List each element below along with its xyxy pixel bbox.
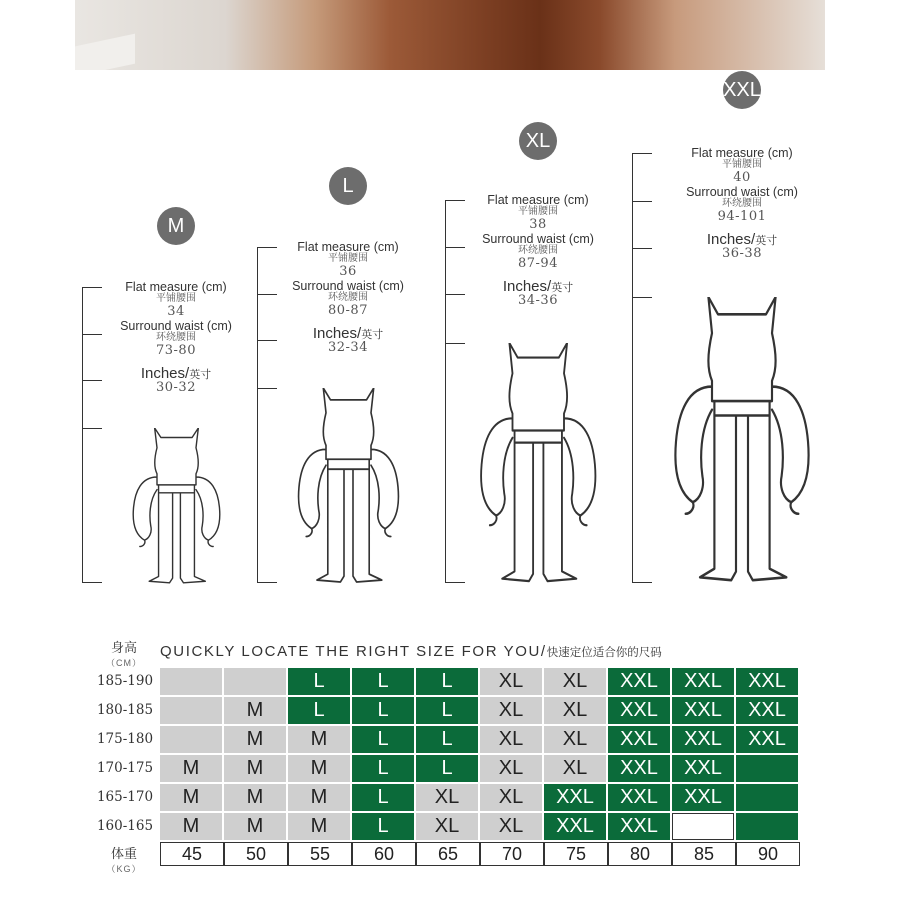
surround-waist-label: Surround waist (cm) [686, 185, 798, 200]
size-labels-l [268, 239, 428, 355]
body-silhouette-xxl [652, 297, 832, 586]
size-cell: M [224, 813, 286, 840]
scale-line-xl [445, 200, 446, 582]
flat-measure-cn: 平铺腰围 [328, 253, 368, 265]
size-cell: XXL [608, 726, 670, 753]
flat-measure-cn: 平铺腰围 [156, 293, 196, 305]
size-cell: L [416, 726, 478, 753]
size-badge-xl: XL [519, 122, 557, 160]
inches-label-cn: 英寸 [551, 281, 574, 294]
body-silhouette-xl [461, 343, 616, 586]
size-cell: M [224, 784, 286, 811]
weight-header: 体重 （KG） [106, 846, 142, 874]
flat-measure-label: Flat measure (cm) [487, 193, 589, 207]
size-badge-xxl: XXL [723, 71, 761, 109]
scale-tick [257, 582, 277, 583]
size-cell: XXL [608, 813, 670, 840]
size-cell: M [160, 755, 222, 782]
flat-measure-value: 38 [529, 216, 547, 232]
height-header: 身高 （CM） [106, 640, 142, 668]
inches-label [96, 366, 256, 382]
size-cell: XL [480, 784, 542, 811]
flat-measure-value: 40 [733, 169, 751, 185]
surround-waist-cn: 环绕腰围 [518, 245, 558, 257]
scale-tick [632, 201, 652, 202]
size-cell: XXL [736, 726, 798, 753]
size-cell [160, 668, 222, 695]
size-labels-xl [458, 192, 618, 308]
body-silhouette-m [118, 428, 235, 586]
scale-tick [257, 388, 277, 389]
height-range-160-165: 160-165 [96, 818, 154, 834]
surround-waist-label: Surround waist (cm) [292, 279, 404, 294]
size-cell: L [416, 697, 478, 724]
scale-line-l [257, 247, 258, 582]
height-range-165-170: 165-170 [96, 789, 154, 805]
size-cell: XXL [608, 697, 670, 724]
size-cell: XXL [544, 784, 606, 811]
inches-label-cn: 英寸 [189, 368, 212, 381]
weight-cell-80: 80 [608, 842, 672, 866]
size-cell [736, 813, 798, 840]
inches-label-en: Inches/ [312, 324, 362, 342]
size-cell: M [160, 784, 222, 811]
size-badge-l: L [329, 167, 367, 205]
size-cell: XXL [544, 813, 606, 840]
flat-measure-value: 36 [339, 263, 357, 279]
flat-measure-label: Flat measure (cm) [691, 146, 793, 160]
inches-value: 34-36 [518, 293, 558, 309]
size-cell: L [352, 668, 414, 695]
size-badge-m: M [157, 207, 195, 245]
size-cell: XXL [672, 697, 734, 724]
size-cell: XL [480, 755, 542, 782]
scale-tick [632, 248, 652, 249]
size-cell: L [416, 755, 478, 782]
weight-cell-90: 90 [736, 842, 800, 866]
weight-cell-70: 70 [480, 842, 544, 866]
size-cell: M [288, 755, 350, 782]
size-cell: L [288, 697, 350, 724]
size-cell: M [288, 726, 350, 753]
size-cell: XXL [608, 668, 670, 695]
size-cell: XL [480, 697, 542, 724]
height-range-170-175: 170-175 [96, 760, 154, 776]
size-cell: XXL [672, 668, 734, 695]
size-labels-m [96, 279, 256, 395]
inches-value: 30-32 [156, 380, 196, 396]
inches-label [268, 326, 428, 342]
height-range-185-190: 185-190 [96, 673, 154, 689]
size-cell: XL [544, 755, 606, 782]
inches-label [662, 232, 822, 248]
inches-label-en: Inches/ [140, 364, 190, 382]
size-cell: L [288, 668, 350, 695]
surround-waist-value: 73-80 [156, 342, 196, 358]
surround-waist-label: Surround waist (cm) [120, 319, 232, 334]
surround-waist-cn: 环绕腰围 [156, 332, 196, 344]
inches-value: 32-34 [328, 340, 368, 356]
surround-waist-value: 94-101 [717, 208, 767, 224]
size-cell: XL [480, 668, 542, 695]
weight-cell-65: 65 [416, 842, 480, 866]
flat-measure-label: Flat measure (cm) [297, 240, 399, 254]
scale-line-m [82, 287, 83, 582]
flat-measure-cn: 平铺腰围 [722, 159, 762, 171]
size-cell [736, 755, 798, 782]
size-cell [736, 784, 798, 811]
size-cell: L [416, 668, 478, 695]
surround-waist-cn: 环绕腰围 [328, 292, 368, 304]
scale-tick [632, 582, 652, 583]
surround-waist-cn: 环绕腰围 [722, 198, 762, 210]
scale-line-xxl [632, 153, 633, 582]
scale-tick [632, 153, 652, 154]
surround-waist-label: Surround waist (cm) [482, 232, 594, 247]
size-cell [160, 697, 222, 724]
flat-measure-label: Flat measure (cm) [125, 280, 227, 294]
size-cell: L [352, 813, 414, 840]
size-cell: L [352, 784, 414, 811]
surround-waist-value: 87-94 [518, 255, 558, 271]
surround-waist-value: 80-87 [328, 302, 368, 318]
inches-label-cn: 英寸 [361, 328, 384, 341]
size-cell: XXL [608, 784, 670, 811]
product-photo-strip [75, 0, 825, 70]
size-cell: M [224, 755, 286, 782]
inches-value: 36-38 [722, 246, 762, 262]
size-cell: XL [544, 668, 606, 695]
inches-label-en: Inches/ [502, 277, 552, 295]
size-cell: M [224, 697, 286, 724]
size-cell: XL [416, 813, 478, 840]
inches-label-cn: 英寸 [755, 234, 778, 247]
height-range-180-185: 180-185 [96, 702, 154, 718]
inches-label [458, 279, 618, 295]
size-cell: L [352, 755, 414, 782]
size-cell: L [352, 726, 414, 753]
scale-tick [632, 297, 652, 298]
size-cell [160, 726, 222, 753]
size-labels-xxl [662, 145, 822, 261]
size-cell: XL [416, 784, 478, 811]
body-silhouette-l [281, 388, 416, 586]
size-cell: XL [544, 726, 606, 753]
weight-cell-85: 85 [672, 842, 736, 866]
size-table-title: QUICKLY LOCATE THE RIGHT SIZE FOR YOU/快速定位适合你的尺码 [160, 643, 662, 660]
size-cell: M [288, 784, 350, 811]
size-cell: XXL [608, 755, 670, 782]
size-cell: XXL [736, 697, 798, 724]
size-cell: XL [544, 697, 606, 724]
size-cell: L [352, 697, 414, 724]
size-cell: XL [480, 813, 542, 840]
weight-cell-50: 50 [224, 842, 288, 866]
inches-label-en: Inches/ [706, 230, 756, 248]
size-cell: M [224, 726, 286, 753]
weight-cell-60: 60 [352, 842, 416, 866]
height-range-175-180: 175-180 [96, 731, 154, 747]
size-cell [672, 813, 734, 840]
scale-tick [82, 582, 102, 583]
weight-cell-45: 45 [160, 842, 224, 866]
weight-cell-55: 55 [288, 842, 352, 866]
size-cell: XXL [672, 784, 734, 811]
size-cell: XXL [672, 755, 734, 782]
size-cell: M [288, 813, 350, 840]
scale-tick [82, 428, 102, 429]
size-cell: XXL [736, 668, 798, 695]
size-cell: XL [480, 726, 542, 753]
size-cell: M [160, 813, 222, 840]
flat-measure-cn: 平铺腰围 [518, 206, 558, 218]
size-cell: XXL [672, 726, 734, 753]
size-cell [224, 668, 286, 695]
flat-measure-value: 34 [167, 303, 185, 319]
weight-cell-75: 75 [544, 842, 608, 866]
